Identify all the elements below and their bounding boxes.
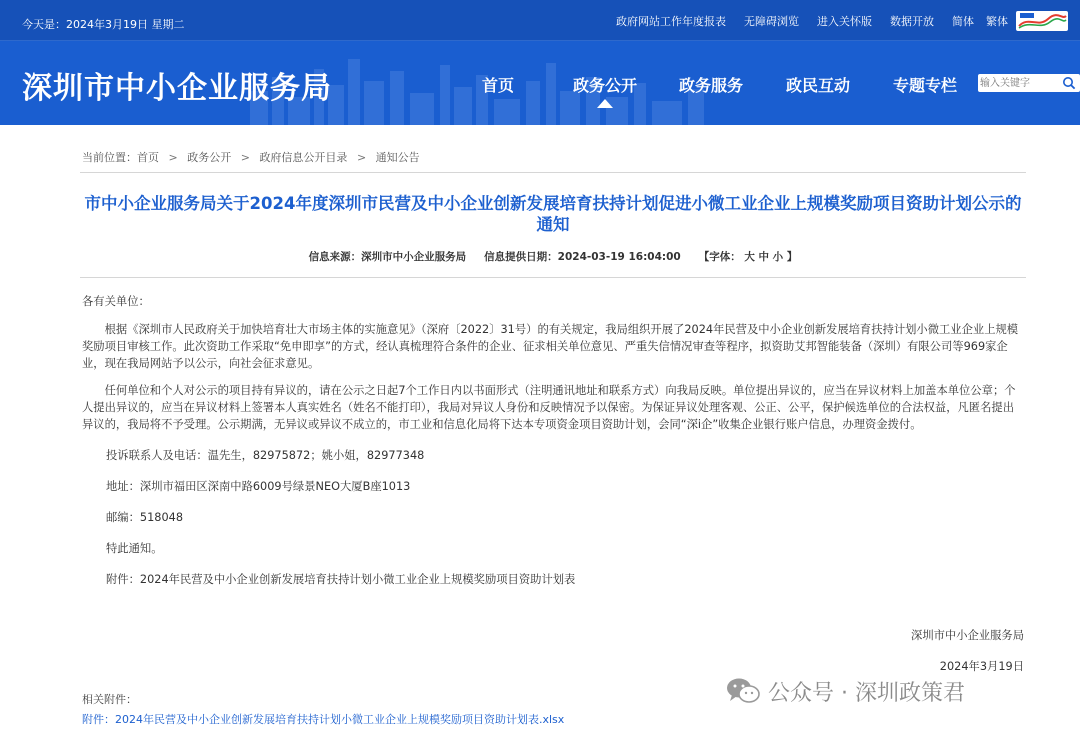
wechat-icon bbox=[726, 677, 760, 705]
nav-label: 政务公开 bbox=[573, 76, 638, 95]
city-logo-icon bbox=[1016, 10, 1068, 32]
care-mode-link[interactable]: 进入关怀版 bbox=[817, 14, 872, 28]
search-icon[interactable] bbox=[1062, 76, 1076, 90]
contact-info: 投诉联系人及电话：温先生，82975872；姚小姐，82977348 bbox=[106, 449, 425, 462]
wechat-watermark bbox=[726, 676, 965, 706]
search-input[interactable] bbox=[980, 75, 1058, 91]
breadcrumb-item-notices[interactable]: 通知公告 bbox=[375, 151, 420, 164]
notice-ending: 特此通知。 bbox=[106, 542, 163, 555]
article-body bbox=[82, 293, 1024, 602]
watermark-text: 公众号 · 深圳政策君 bbox=[768, 680, 965, 706]
active-caret-icon bbox=[597, 99, 613, 108]
related-attachments-label: 相关附件： bbox=[82, 693, 137, 706]
accessibility-link[interactable]: 无障碍浏览 bbox=[744, 14, 799, 28]
breadcrumb-prefix: 当前位置： bbox=[82, 151, 137, 164]
utility-links bbox=[616, 0, 1080, 41]
site-header bbox=[0, 41, 1080, 125]
main-content bbox=[80, 125, 1026, 734]
traditional-chinese-link[interactable]: 繁体 bbox=[986, 14, 1008, 28]
breadcrumb-divider bbox=[80, 172, 1026, 173]
breadcrumb-item-home[interactable]: 首页 bbox=[137, 151, 159, 164]
breadcrumb bbox=[82, 149, 426, 165]
info-date: 信息提供日期：2024-03-19 16:04:00 bbox=[484, 251, 681, 263]
attachment-line: 附件：2024年民营及中小企业创新发展培育扶持计划小微工业企业上规模奖励项目资助计划表 bbox=[106, 573, 576, 586]
site-title[interactable]: 深圳市中小企业服务局 bbox=[22, 71, 332, 106]
signature-date: 2024年3月19日 bbox=[939, 660, 1024, 673]
search-box bbox=[978, 74, 1080, 92]
info-source: 信息来源：深圳市中小企业服务局 bbox=[308, 251, 467, 263]
breadcrumb-separator: > bbox=[168, 151, 178, 164]
postcode: 邮编：518048 bbox=[106, 511, 184, 524]
top-utility-bar bbox=[0, 0, 1080, 41]
breadcrumb-item-info-catalog[interactable]: 政府信息公开目录 bbox=[259, 151, 348, 164]
meta-divider bbox=[80, 277, 1026, 278]
simplified-chinese-link[interactable]: 简体 bbox=[952, 14, 974, 28]
nav-government-affairs-open[interactable] bbox=[573, 73, 637, 96]
breadcrumb-separator: > bbox=[240, 151, 250, 164]
nav-public-interaction[interactable]: 政民互动 bbox=[786, 76, 851, 95]
nav-special-topics[interactable]: 专题专栏 bbox=[893, 76, 958, 95]
article-meta bbox=[80, 249, 1026, 264]
salutation: 各有关单位： bbox=[82, 295, 150, 308]
font-size-control[interactable]: 【字体： 大 中 小 】 bbox=[698, 251, 798, 263]
nav-home[interactable]: 首页 bbox=[482, 76, 515, 95]
nav-government-services[interactable]: 政务服务 bbox=[679, 76, 744, 95]
today-date: 今天是：2024年3月19日 星期二 bbox=[22, 18, 185, 31]
annual-report-link[interactable]: 政府网站工作年度报表 bbox=[616, 14, 726, 28]
paragraph-objection: 任何单位和个人对公示的项目持有异议的，请在公示之日起7个工作日内以书面形式（注明通讯地址和联系方式）向我局反映。单位提出异议的，应当在异议材料上加盖本单位公章；个人提出异议的，应当在异议材料上签署本人真实姓名（姓名不能打印），我局对异议人身份和反映情况予以保密。为保证异议处理客观、公正、公平，保护候选单位的合法权益，凡匿名提出异议的，我局将不予受理。公示期满，无异议或异议不成立的，市工业和信息化局将下达本专项资金项目资助计划，会同“深i企”收集企业银行账户信息，办理资金拨付。 bbox=[82, 384, 1016, 431]
article-title: 市中小企业服务局关于2024年度深圳市民营及中小企业创新发展培育扶持计划促进小微工业企业上规模奖励项目资助计划公示的通知 bbox=[84, 194, 1022, 234]
breadcrumb-item-government-affairs[interactable]: 政务公开 bbox=[187, 151, 232, 164]
signature-organization: 深圳市中小企业服务局 bbox=[911, 629, 1024, 642]
attachment-download-link[interactable]: 附件：2024年民营及中小企业创新发展培育扶持计划小微工业企业上规模奖励项目资助计划表.xlsx bbox=[82, 713, 565, 726]
breadcrumb-separator: > bbox=[356, 151, 367, 164]
open-data-link[interactable]: 数据开放 bbox=[890, 14, 934, 28]
paragraph-basis: 根据《深圳市人民政府关于加快培育壮大市场主体的实施意见》（深府〔2022〕31号）的有关规定，我局组织开展了2024年民营及中小企业创新发展培育扶持计划小微工业企业上规模奖励项目审核工作。此次资助工作采取“免申即享”的方式，经认真梳理符合条件的企业、征求相关单位意见、严重失信情况审查等程序，拟资助艾邦智能装备（深圳）有限公司等969家企业，现在我局网站予以公示，向社会征求意见。 bbox=[82, 323, 1019, 370]
address: 地址：深圳市福田区深南中路6009号绿景NEO大厦B座1013 bbox=[106, 480, 411, 493]
